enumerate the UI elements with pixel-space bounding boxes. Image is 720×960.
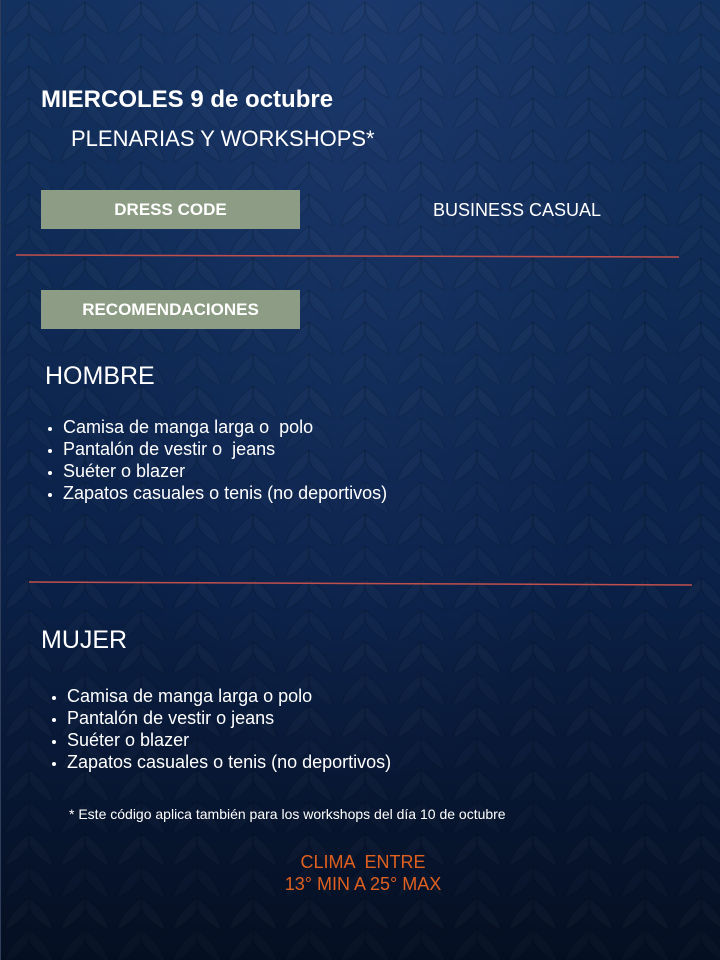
dress-code-badge: DRESS CODE [41, 190, 300, 229]
mujer-list [45, 685, 391, 773]
mujer-heading: MUJER [41, 626, 128, 654]
list-item: • Pantalón de vestir o jeans [63, 438, 387, 460]
list-item: • Suéter o blazer [67, 729, 391, 751]
hombre-heading: HOMBRE [45, 362, 155, 390]
hombre-list [41, 416, 387, 504]
page-title: MIERCOLES 9 de octubre [41, 86, 334, 113]
list-item: • Camisa de manga larga o polo [63, 416, 387, 438]
weather-label: CLIMA ENTRE [300, 852, 426, 872]
list-item: • Suéter o blazer [63, 460, 387, 482]
list-item: • Pantalón de vestir o jeans [67, 707, 391, 729]
page-subtitle: PLENARIAS Y WORKSHOPS* [71, 126, 375, 151]
footnote: * Este código aplica también para los workshops del día 10 de octubre [69, 806, 506, 822]
dress-code-value: BUSINESS CASUAL [433, 200, 602, 220]
list-item: • Zapatos casuales o tenis (no deportivos) [67, 751, 391, 773]
list-item: • Camisa de manga larga o polo [67, 685, 391, 707]
list-item: • Zapatos casuales o tenis (no deportivos) [63, 482, 387, 504]
weather-range: 13° MIN A 25° MAX [284, 874, 442, 894]
recommendations-badge: RECOMENDACIONES [41, 290, 300, 329]
